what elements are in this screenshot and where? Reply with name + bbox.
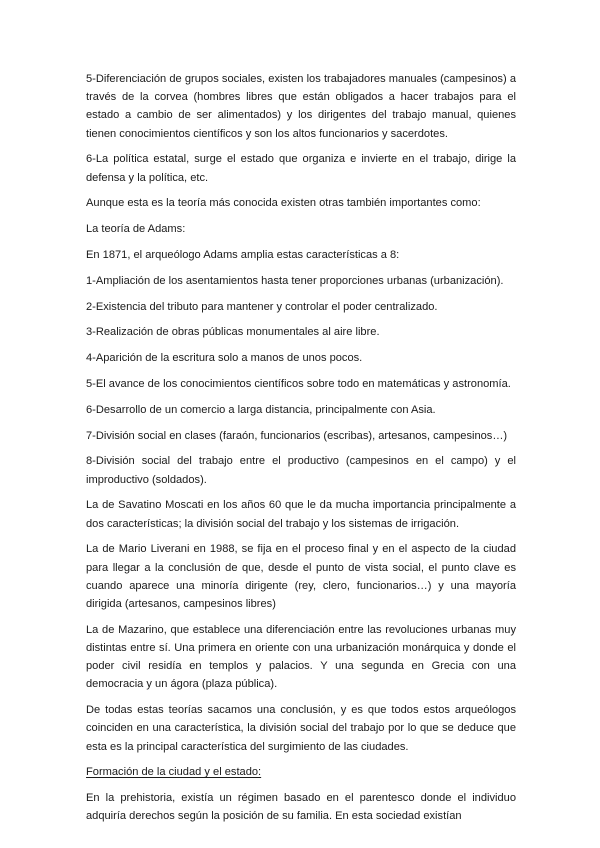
paragraph-adams-theory-title: La teoría de Adams: (86, 223, 186, 236)
paragraph-moscati: La de Savatino Moscati en los años 60 que le da mucha importancia principalmente a dos características; la división social del trabajo y los sistemas de irrigación. (86, 499, 516, 530)
list-item-adams-7: 7-División social en clases (faraón, funcionarios (escribas), artesanos, campesinos…) (86, 429, 508, 442)
paragraph-liverani: La de Mario Liverani en 1988, se fija en el proceso final y en el aspecto de la ciudad para llegar a la conclusión de que, desde el punto de vista social, el punto clave es cuando aparece una minoría dirigente (rey, clero, funcionarios…) y una mayoría dirigida (artesanos, campesinos libres) (86, 543, 516, 610)
list-item-adams-6: 6-Desarrollo de un comercio a larga distancia, principalmente con Asia. (86, 403, 436, 416)
list-item-adams-5: 5-El avance de los conocimientos científicos sobre todo en matemáticas y astronomía. (86, 377, 511, 390)
list-item-adams-2: 2-Existencia del tributo para mantener y controlar el poder centralizado. (86, 300, 438, 313)
list-item-adams-1: 1-Ampliación de los asentamientos hasta tener proporciones urbanas (urbanización). (86, 274, 504, 287)
list-item-adams-8: 8-División social del trabajo entre el productivo (campesinos en el campo) y el improductivo (soldados). (86, 455, 516, 486)
paragraph-other-theories: Aunque esta es la teoría más conocida existen otras también importantes como: (86, 197, 481, 210)
document-page (86, 70, 516, 833)
paragraph-adams-intro: En 1871, el arqueólogo Adams amplia estas características a 8: (86, 249, 400, 261)
paragraph-prehistory: En la prehistoria, existía un régimen basado en el parentesco donde el individuo adquiría derechos según la posición de su familia. En esta sociedad existían (86, 792, 516, 823)
paragraph-state-policy: 6-La política estatal, surge el estado que organiza e invierte en el trabajo, dirige la defensa y la política, etc. (86, 153, 516, 184)
paragraph-social-groups: 5-Diferenciación de grupos sociales, existen los trabajadores manuales (campesinos) a través de la corvea (hombres libres que están obligados a hacer trabajos para el estado a cambio de ser alimentados) y los dirigentes del trabajo manual, quienes tienen conocimientos científicos y son los altos funcionarios y sacerdotes. (86, 73, 516, 140)
paragraph-mazarino: La de Mazarino, que establece una diferenciación entre las revoluciones urbanas muy distintas entre sí. Una primera en oriente con una urbanización monárquica y donde el poder civil residía en templos y palacios. Y una segunda en Grecia con una democracia y un ágora (plaza pública). (86, 623, 516, 691)
section-heading: Formación de la ciudad y el estado: (86, 766, 262, 779)
paragraph-conclusion: De todas estas teorías sacamos una conclusión, y es que todos estos arqueólogos coinciden en una característica, la división social del trabajo por lo que se deduce que esta es la principal característica del surgimiento de las ciudades. (86, 704, 516, 753)
list-item-adams-3: 3-Realización de obras públicas monumentales al aire libre. (86, 326, 380, 339)
list-item-adams-4: 4-Aparición de la escritura solo a manos de unos pocos. (86, 352, 363, 365)
